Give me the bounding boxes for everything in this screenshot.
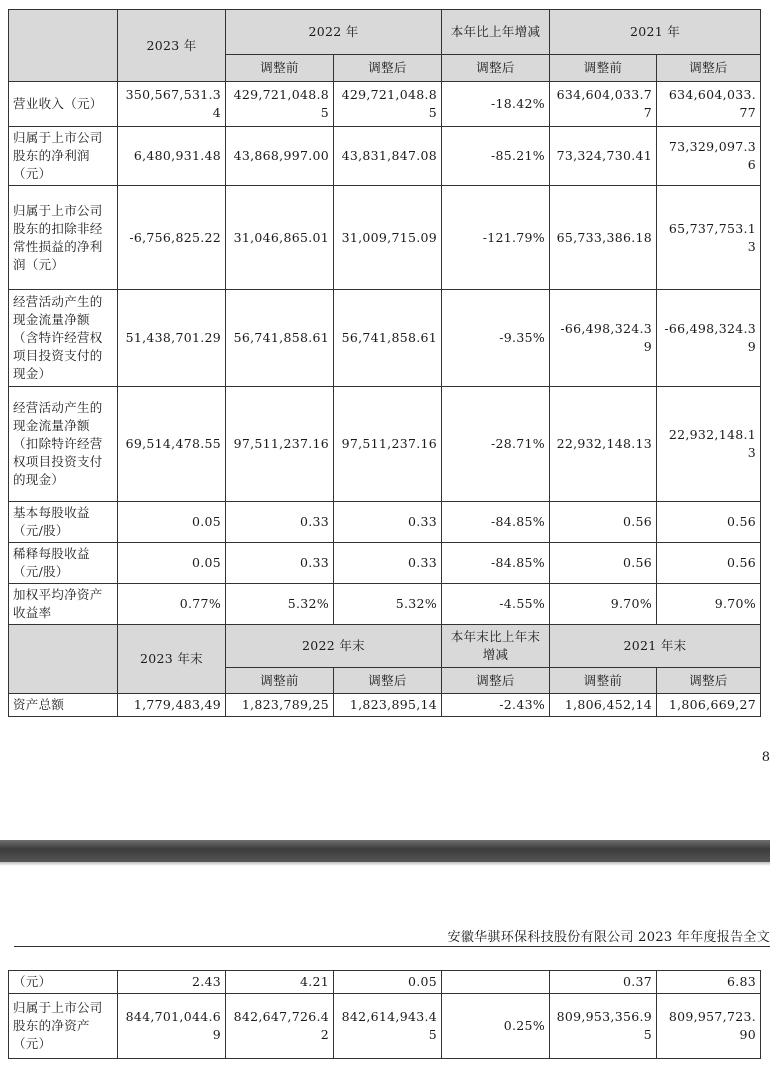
cell-2022-before: 429,721,048.85: [226, 82, 334, 127]
table-row: [9, 82, 761, 127]
row-label: 基本每股收益（元/股）: [9, 502, 118, 543]
cell-2021-before: 0.56: [550, 543, 657, 584]
cell-change: -4.55%: [442, 584, 550, 625]
header2-2021-after: 调整后: [657, 668, 761, 694]
table-row: [9, 290, 761, 387]
cell-2021-before: -66,498,324.39: [550, 290, 657, 387]
header2-2022-after: 调整后: [334, 668, 442, 694]
cell-2022-after: 0.33: [334, 543, 442, 584]
cell-2021-before: 9.70%: [550, 584, 657, 625]
table-header-row-2: [9, 625, 761, 668]
cell-2021-after: 1,806,669,27: [657, 694, 761, 717]
header2-2021: 2021 年末: [550, 625, 761, 668]
cell-2023: 0.05: [118, 543, 226, 584]
cell-change: -84.85%: [442, 543, 550, 584]
row-label: 经营活动产生的现金流量净额（扣除特许经营权项目投资支付的现金）: [9, 387, 118, 502]
cell-2022-after: 842,614,943.45: [334, 994, 442, 1059]
cell-2023: 844,701,044.69: [118, 994, 226, 1059]
cell-2022-after: 97,511,237.16: [334, 387, 442, 502]
cell-2021-after: 6.83: [657, 971, 761, 994]
header-2022-before: 调整前: [226, 55, 334, 82]
financial-summary-table-continued: [8, 970, 761, 1059]
cell-2021-after: 809,957,723.90: [657, 994, 761, 1059]
cell-2022-before: 31,046,865.01: [226, 186, 334, 290]
header-blank: [9, 10, 118, 82]
table-row: [9, 127, 761, 186]
row-label: 归属于上市公司股东的扣除非经常性损益的净利润（元）: [9, 186, 118, 290]
cell-2023: 0.05: [118, 502, 226, 543]
cell-change: -9.35%: [442, 290, 550, 387]
cell-2022-before: 56,741,858.61: [226, 290, 334, 387]
header2-change-after: 调整后: [442, 668, 550, 694]
cell-2021-after: 9.70%: [657, 584, 761, 625]
cell-2021-after: 0.56: [657, 543, 761, 584]
cell-change: [442, 971, 550, 994]
running-header: 安徽华骐环保科技股份有限公司 2023 年年度报告全文: [447, 930, 770, 945]
cell-2022-after: 0.05: [334, 971, 442, 994]
header-2021: 2021 年: [550, 10, 761, 55]
cell-2023: 51,438,701.29: [118, 290, 226, 387]
cell-2022-before: 0.33: [226, 543, 334, 584]
table-row: [9, 186, 761, 290]
cell-2023: 2.43: [118, 971, 226, 994]
cell-2023: -6,756,825.22: [118, 186, 226, 290]
cell-2021-before: 0.56: [550, 502, 657, 543]
cell-2022-before: 4.21: [226, 971, 334, 994]
header2-2021-before: 调整前: [550, 668, 657, 694]
cell-2023: 350,567,531.34: [118, 82, 226, 127]
table-header-row: [9, 10, 761, 55]
cell-2022-before: 842,647,726.42: [226, 994, 334, 1059]
cell-2022-after: 0.33: [334, 502, 442, 543]
header-change-after: 调整后: [442, 55, 550, 82]
header-change: 本年比上年增减: [442, 10, 550, 55]
cell-2022-before: 43,868,997.00: [226, 127, 334, 186]
cell-2021-after: -66,498,324.39: [657, 290, 761, 387]
cell-change: -85.21%: [442, 127, 550, 186]
cell-2021-before: 22,932,148.13: [550, 387, 657, 502]
cell-change: -84.85%: [442, 502, 550, 543]
table-row: [9, 994, 761, 1059]
cell-change: -18.42%: [442, 82, 550, 127]
table-row: [9, 387, 761, 502]
cell-2022-after: 5.32%: [334, 584, 442, 625]
cell-change: -121.79%: [442, 186, 550, 290]
cell-2022-before: 5.32%: [226, 584, 334, 625]
cell-2022-before: 1,823,789,25: [226, 694, 334, 717]
cell-2023: 0.77%: [118, 584, 226, 625]
row-label: 资产总额: [9, 694, 118, 717]
cell-2022-after: 1,823,895,14: [334, 694, 442, 717]
header2-2022-before: 调整前: [226, 668, 334, 694]
row-label: 营业收入（元）: [9, 82, 118, 127]
cell-2023: 1,779,483,49: [118, 694, 226, 717]
cell-2022-before: 0.33: [226, 502, 334, 543]
cell-2021-after: 22,932,148.13: [657, 387, 761, 502]
cell-2021-before: 809,953,356.95: [550, 994, 657, 1059]
table-row: [9, 502, 761, 543]
cell-2023: 69,514,478.55: [118, 387, 226, 502]
row-label: 稀释每股收益（元/股）: [9, 543, 118, 584]
table-row: [9, 694, 761, 717]
page-number: 8: [761, 750, 770, 765]
row-label: 加权平均净资产收益率: [9, 584, 118, 625]
header-2022-after: 调整后: [334, 55, 442, 82]
financial-summary-table: [8, 9, 761, 717]
cell-2021-before: 73,324,730.41: [550, 127, 657, 186]
cell-2021-before: 0.37: [550, 971, 657, 994]
cell-2021-before: 634,604,033.77: [550, 82, 657, 127]
cell-2023: 6,480,931.48: [118, 127, 226, 186]
cell-2022-after: 43,831,847.08: [334, 127, 442, 186]
cell-2022-after: 429,721,048.85: [334, 82, 442, 127]
cell-2021-after: 65,737,753.13: [657, 186, 761, 290]
table-row: [9, 971, 761, 994]
cell-2021-after: 0.56: [657, 502, 761, 543]
row-label: （元）: [9, 971, 118, 994]
cell-change: -2.43%: [442, 694, 550, 717]
cell-2022-after: 31,009,715.09: [334, 186, 442, 290]
row-label: 归属于上市公司股东的净利润（元）: [9, 127, 118, 186]
header-rule: [14, 946, 770, 947]
header2-blank: [9, 625, 118, 694]
page-break-shadow: [0, 862, 770, 866]
cell-change: 0.25%: [442, 994, 550, 1059]
cell-2021-before: 65,733,386.18: [550, 186, 657, 290]
cell-2021-after: 73,329,097.36: [657, 127, 761, 186]
cell-2022-before: 97,511,237.16: [226, 387, 334, 502]
header-2023: 2023 年: [118, 10, 226, 82]
cell-2022-after: 56,741,858.61: [334, 290, 442, 387]
cell-2021-after: 634,604,033.77: [657, 82, 761, 127]
header2-change: 本年末比上年末增减: [442, 625, 550, 668]
header-2021-after: 调整后: [657, 55, 761, 82]
table-row: [9, 584, 761, 625]
row-label: 归属于上市公司股东的净资产（元）: [9, 994, 118, 1059]
page-break-bar: [0, 840, 770, 862]
row-label: 经营活动产生的现金流量净额（含特许经营权项目投资支付的现金）: [9, 290, 118, 387]
header2-2022: 2022 年末: [226, 625, 442, 668]
header-2022: 2022 年: [226, 10, 442, 55]
header-2021-before: 调整前: [550, 55, 657, 82]
header2-2023: 2023 年末: [118, 625, 226, 694]
cell-change: -28.71%: [442, 387, 550, 502]
cell-2021-before: 1,806,452,14: [550, 694, 657, 717]
table-row: [9, 543, 761, 584]
